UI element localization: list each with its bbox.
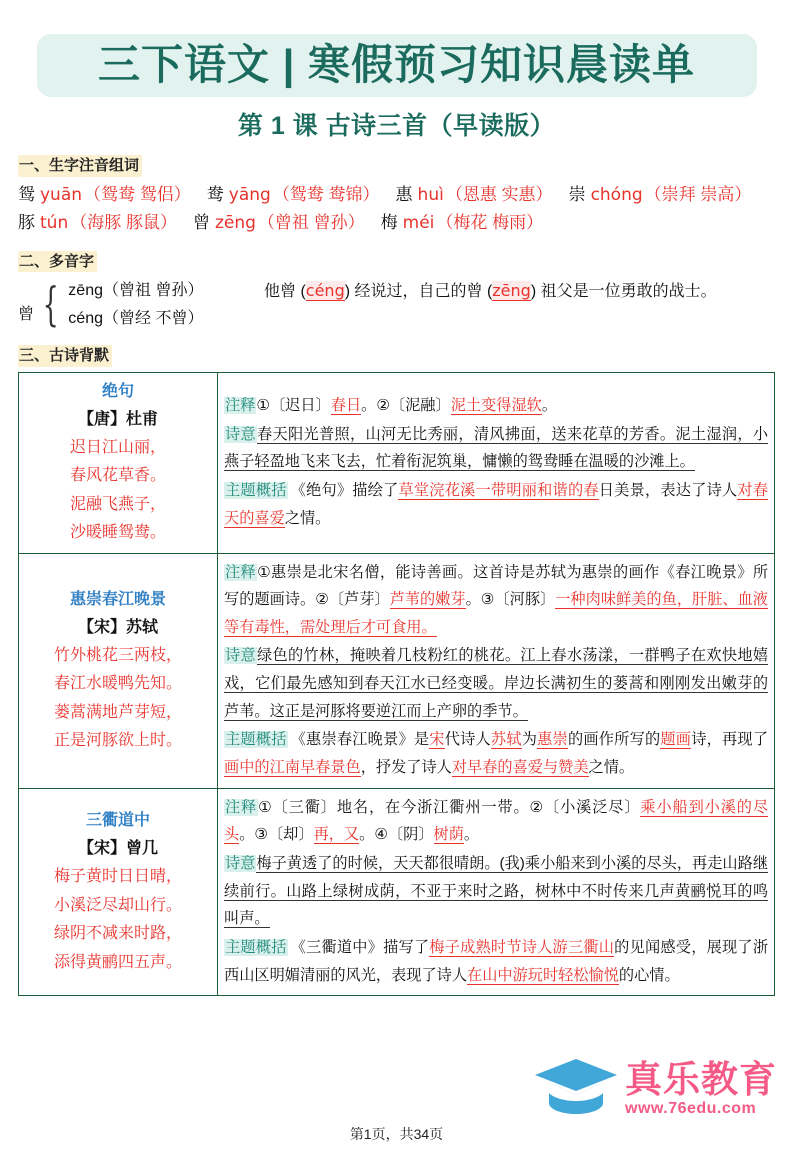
pinyin-row-2 [18, 209, 775, 238]
table-row [19, 372, 775, 553]
character-words: （鸳鸯 鸯锦） [272, 184, 380, 204]
section-3-heading: 三、古诗背默 [18, 345, 112, 367]
annotation-segment: 绿色的竹林，掩映着几枝粉红的桃花。江上春水荡漾，一群鸭子在欢快地嬉戏，它们最先感知到春天江水已经变暖。岸边长满初生的蒌蒿和刚刚发出嫩芽的芦苇。这正是河豚将要逆江而上产卵的季节。 [224, 647, 769, 720]
section-2-heading: 二、多音字 [18, 251, 97, 273]
annotation-segment: 《三衢道中》描写了 [290, 939, 430, 957]
character-glyph: 梅 [380, 213, 398, 233]
annotation-segment: 乘小船到小溪的尽头 [224, 798, 769, 844]
pinyin-item [569, 181, 752, 210]
poem-line: 迟日江山丽， [69, 438, 166, 456]
poem-cell [19, 372, 218, 553]
annotation-segment: 。③〔河豚〕 [465, 591, 556, 609]
section-3-wrap [18, 332, 775, 369]
character-pinyin: yuān [40, 184, 83, 205]
section-1-heading: 一、生字注音组词 [18, 155, 142, 177]
poem-line: 小溪泛尽却山行。 [53, 896, 182, 914]
polyphone-readings [68, 277, 203, 332]
annotation-segment: 梅子成熟时节诗人游三衢山 [429, 939, 615, 957]
annotation-segment: 为 [521, 731, 538, 749]
sentence-part-a: 他曾 ( [264, 283, 306, 301]
polyphone-reading-2: céng（曾经 不曾） [68, 309, 204, 327]
poem-title: 惠崇春江晚景 [69, 590, 166, 608]
polyphone-block [18, 277, 775, 332]
theme-paragraph [224, 477, 768, 532]
character-words: （崇拜 崇高） [644, 184, 752, 204]
poem-author: 【宋】苏轼 [77, 618, 158, 636]
poem-line: 竹外桃花三两枝， [53, 646, 182, 664]
section-1-wrap [18, 142, 775, 179]
annotation-segment: 的见闻感受，展现了浙西山区明媚清丽的风光，表现了诗人 [224, 939, 768, 984]
highlighted-pinyin-ceng: céng [305, 281, 345, 301]
notes-paragraph [224, 794, 768, 849]
highlighted-pinyin-zeng: zēng [492, 281, 531, 301]
poem-line: 泥融飞燕子， [69, 495, 166, 513]
title-banner [37, 34, 757, 97]
poem-line: 沙暖睡鸳鸯。 [69, 524, 166, 542]
graduation-cap-icon [533, 1055, 619, 1122]
annotation-tag: 诗意 [225, 855, 256, 873]
annotation-tag: 诗意 [225, 425, 256, 443]
pinyin-item [18, 181, 191, 210]
pinyin-row-1 [18, 181, 775, 210]
annotation-segment: 一种肉味鲜美的鱼，肝脏、血液等有毒性，需处理后才可食用。 [224, 591, 768, 636]
poem-line: 梅子黄时日日晴， [53, 868, 182, 886]
annotation-tag: 诗意 [225, 647, 256, 665]
character-pinyin: huì [417, 184, 444, 205]
poem-line: 绿阴不减来时路， [53, 925, 182, 943]
pinyin-item [193, 209, 365, 238]
character-pinyin: méi [402, 213, 435, 234]
annotation-segment: 芦苇的嫩芽 [389, 591, 466, 609]
annotation-segment: 宋 [429, 731, 445, 749]
character-pinyin: yāng [228, 184, 271, 205]
watermark [533, 1055, 777, 1122]
annotation-tag: 主题概括 [225, 939, 287, 957]
annotation-segment: 在山中游玩时轻松愉悦 [467, 966, 619, 984]
notes-paragraph [224, 559, 768, 642]
pinyin-item [18, 209, 177, 238]
annotation-segment: 树荫 [433, 826, 464, 844]
watermark-brand: 真乐教育 [625, 1058, 777, 1100]
annotation-tag: 注释 [225, 563, 257, 581]
annotation-segment: 之情。 [588, 759, 635, 777]
annotation-segment: 《绝句》描绘了 [290, 481, 399, 499]
poem-author: 【宋】曾几 [77, 840, 158, 858]
annotation-segment: 再，又 [313, 826, 360, 844]
poem-line: 添得黄鹂四五声。 [53, 953, 182, 971]
poem-cell [19, 553, 218, 788]
sentence-part-c: ) 祖父是一位勇敢的战士。 [530, 283, 717, 301]
annotation-segment: 的画作所写的 [567, 731, 661, 749]
character-glyph: 鸳 [18, 184, 35, 204]
character-glyph: 崇 [568, 184, 586, 204]
new-characters-block [18, 181, 775, 238]
character-glyph: 鸯 [206, 184, 224, 204]
annotation-segment: 对早春的喜爱与赞美 [451, 759, 589, 777]
annotation-cell [218, 372, 775, 553]
character-glyph: 豚 [18, 213, 35, 233]
theme-paragraph [224, 934, 768, 989]
polyphone-char: 曾 [18, 306, 35, 324]
annotation-segment: 。 [463, 826, 480, 844]
annotation-segment: ①惠崇是北宋名僧，能诗善画。这首诗是苏轼为惠崇的画作《春江晚景》所写的题画诗。②〔芦芽〕 [224, 563, 769, 609]
meaning-paragraph [224, 850, 768, 933]
annotation-segment: 《惠崇春江晚景》是 [290, 731, 430, 749]
footer [0, 1124, 793, 1144]
poem-author: 【唐】杜甫 [77, 410, 158, 428]
annotation-segment: 春日 [330, 396, 362, 414]
poem-line: 蒌蒿满地芦芽短， [53, 703, 182, 721]
polyphone-example-sentence [248, 277, 775, 306]
character-glyph: 惠 [395, 184, 413, 204]
annotation-segment: 。 [541, 396, 557, 414]
watermark-url: www.76edu.com [625, 1099, 757, 1117]
annotation-segment: 。③〔却〕 [239, 826, 314, 844]
annotation-segment: 。②〔泥融〕 [361, 396, 451, 414]
meaning-paragraph [224, 642, 768, 725]
page-number: 第1页，共34页 [349, 1126, 444, 1142]
poem-line: 春江水暖鸭先知。 [53, 675, 182, 693]
annotation-tag: 注释 [225, 396, 256, 414]
annotation-cell [218, 788, 775, 996]
section-2-wrap [18, 238, 775, 275]
annotation-segment: 对春天的喜爱 [224, 481, 768, 527]
annotation-segment: ①〔三衢〕地名，在今浙江衢州一带。②〔小溪泛尽〕 [258, 798, 641, 816]
annotation-cell [218, 553, 775, 788]
poems-table [18, 372, 775, 997]
character-words: （曾祖 曾孙） [257, 213, 365, 233]
character-words: （恩惠 实惠） [445, 184, 553, 204]
character-words: （海豚 豚鼠） [70, 213, 177, 233]
sentence-part-b: ) 经说过，自己的曾 ( [344, 283, 493, 301]
annotation-segment: 的心情。 [618, 966, 680, 984]
pinyin-item [396, 181, 553, 210]
notes-paragraph [224, 392, 768, 420]
annotation-segment: ，抒发了诗人 [360, 759, 452, 777]
theme-paragraph [224, 726, 768, 781]
polyphone-left [18, 277, 248, 332]
annotation-segment: 日美景，表达了诗人 [598, 481, 738, 499]
table-row [19, 553, 775, 788]
page-title: 三下语文 | 寒假预习知识晨读单 [97, 41, 696, 88]
poem-cell [19, 788, 218, 996]
worksheet-page [0, 34, 793, 1156]
watermark-text [625, 1058, 777, 1117]
annotation-segment: 代诗人 [444, 731, 491, 749]
annotation-segment: 草堂浣花溪一带明丽和谐的春 [398, 481, 599, 499]
poem-title: 绝句 [101, 382, 134, 400]
annotation-tag: 注释 [225, 798, 258, 816]
character-pinyin: tún [40, 213, 69, 234]
lesson-subtitle: 第 1 课 古诗三首（早读版） [237, 112, 556, 141]
poem-line: 正是河豚欲上时。 [53, 732, 182, 750]
poem-line: 春风花草香。 [69, 467, 166, 485]
annotation-segment: ①〔迟日〕 [256, 396, 331, 414]
annotation-segment: 画中的江南早春景色 [224, 759, 361, 777]
annotation-segment: 题画 [660, 731, 692, 749]
annotation-segment: 之情。 [284, 509, 331, 527]
annotation-segment: 苏轼 [490, 731, 522, 749]
character-words: （梅花 梅雨） [436, 213, 544, 233]
character-pinyin: chóng [590, 184, 643, 205]
annotation-segment: 春天阳光普照，山河无比秀丽，清风拂面，送来花草的芳香。泥土湿润，小燕子轻盈地飞来飞去，忙着衔泥筑巢，慵懒的鸳鸯睡在温暖的沙滩上。 [224, 425, 769, 471]
pinyin-item [207, 181, 380, 210]
annotation-segment: 诗，再现了 [691, 731, 768, 749]
character-glyph: 曾 [192, 213, 210, 233]
annotation-segment: 泥土变得湿软 [450, 396, 542, 414]
brace-icon: { [42, 277, 59, 332]
annotation-tag: 主题概括 [225, 731, 287, 749]
annotation-segment: 。④〔阴〕 [359, 826, 434, 844]
annotation-segment: 惠崇 [537, 731, 568, 749]
table-row [19, 788, 775, 996]
annotation-tag: 主题概括 [225, 481, 287, 499]
meaning-paragraph [224, 421, 768, 476]
annotation-segment: 梅子黄透了的时候，天天都很晴朗。(我)乘小船来到小溪的尽头，再走山路继续前行。山路上绿树成荫，不亚于来时之路，树林中不时传来几声黄鹂悦耳的鸣叫声。 [224, 855, 769, 928]
character-words: （鸳鸯 鸳侣） [84, 184, 191, 204]
polyphone-reading-1: zēng（曾祖 曾孙） [68, 282, 204, 300]
poem-title: 三衢道中 [85, 812, 150, 830]
pinyin-item [381, 209, 543, 238]
character-pinyin: zēng [214, 213, 256, 234]
